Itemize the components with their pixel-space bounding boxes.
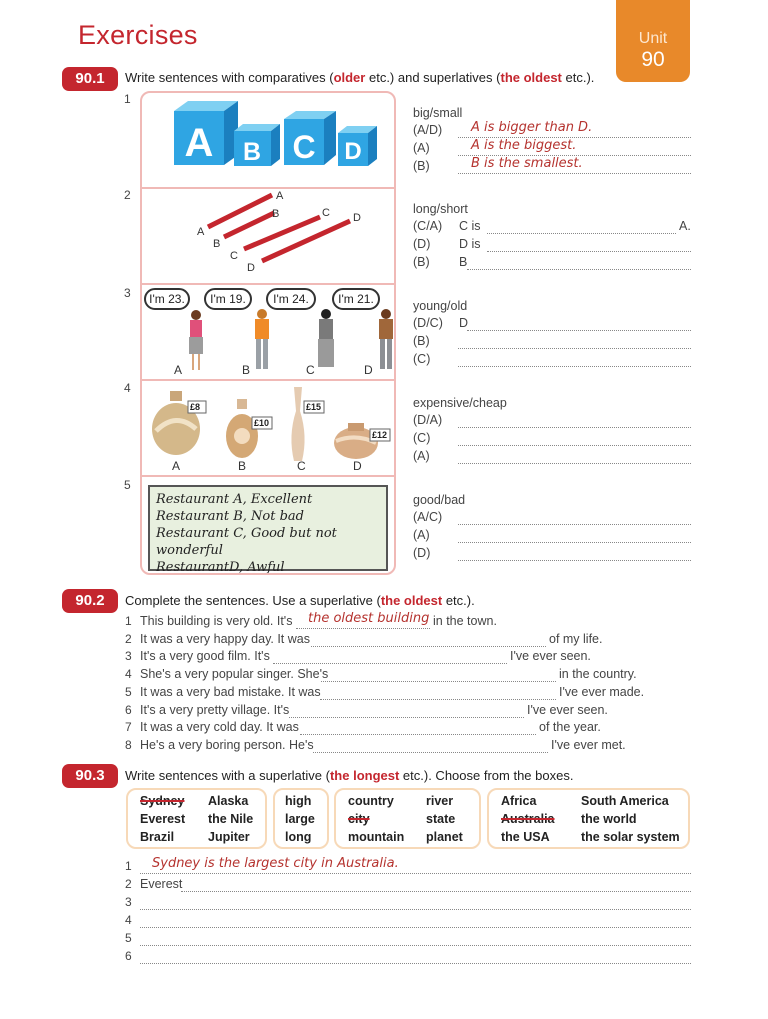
unit-label: Unit	[638, 30, 668, 47]
answer-prefix: C is	[459, 219, 481, 233]
answer-text: the oldest building	[308, 611, 430, 626]
sentence-start: It was a very cold day. It was	[140, 720, 299, 735]
picture-people	[142, 285, 394, 381]
sentence-number: 7	[125, 720, 132, 735]
group-heading: good/bad	[413, 493, 466, 507]
note-line: Restaurant B, Not bad	[156, 509, 304, 524]
answer-label: (C)	[413, 352, 431, 366]
price-tag: £15	[306, 402, 322, 412]
line-label: D	[247, 262, 255, 274]
speech-bubble: I'm 24.	[266, 288, 316, 310]
sentence-end: I've ever met.	[551, 737, 626, 752]
answer-line[interactable]	[458, 531, 691, 543]
group-heading: expensive/cheap	[413, 396, 507, 410]
sentence-start: It's a very good film. It's	[140, 649, 270, 664]
sentence-start: This building is very old. It's	[140, 614, 293, 628]
item-number: 5	[124, 478, 131, 492]
speech-bubble: I'm 21.	[332, 288, 380, 310]
person-label: A	[174, 363, 183, 377]
answer-label: (A/D)	[413, 123, 443, 137]
answer-label: (C)	[413, 431, 431, 445]
exercise-badge-90-2: 90.2	[62, 589, 118, 613]
exercise-instruction-90-3: Write sentences with a superlative (the longest etc.). Choose from the boxes.	[125, 768, 574, 783]
answer-label: (A)	[413, 141, 430, 155]
sentence-number: 3	[125, 649, 132, 664]
sentence-blank[interactable]	[313, 741, 548, 753]
line-label: C	[322, 207, 330, 219]
item-number: 1	[124, 92, 131, 106]
picture-panel	[140, 91, 396, 575]
word: country	[348, 794, 394, 808]
word: Alaska	[208, 794, 249, 808]
vase-label: B	[238, 459, 247, 473]
exercise-badge-90-3: 90.3	[62, 764, 118, 788]
note-card	[148, 485, 388, 575]
exercise-instruction-90-1: Write sentences with comparatives (older etc.) and superlatives (the oldest etc.).	[125, 70, 595, 85]
block-letter: B	[242, 138, 262, 166]
picture-lines	[142, 189, 394, 285]
sentence-end: in the town.	[433, 614, 497, 628]
word-box-adjectives	[273, 788, 329, 849]
word: the solar system	[581, 830, 680, 844]
answer-label: (D/A)	[413, 413, 443, 427]
answer-text: A is bigger than D.	[471, 120, 593, 135]
sentence-blank[interactable]	[321, 670, 556, 682]
answer-label: (A)	[413, 449, 430, 463]
answer-text: Sydney is the largest city in Australia.	[152, 856, 399, 871]
writing-line[interactable]	[140, 934, 691, 946]
picture-blocks	[142, 93, 394, 189]
answer-label: (B)	[413, 334, 430, 348]
picture-restaurant-note	[142, 477, 394, 575]
line-prefix: Everest	[140, 877, 183, 891]
sentence-end: I've ever seen.	[510, 649, 591, 664]
note-line: RestaurantD, Awful	[156, 560, 285, 575]
sentence-start: It was a very bad mistake. It was	[140, 684, 321, 699]
word: Brazil	[140, 830, 175, 844]
item-number: 2	[124, 188, 131, 202]
word-box-regions	[487, 788, 690, 849]
price-tag: £10	[254, 418, 270, 428]
answer-line[interactable]	[458, 452, 691, 464]
answer-text: B is the smallest.	[471, 156, 583, 171]
sentence-end: I've ever seen.	[527, 702, 608, 717]
unit-tab	[616, 0, 690, 82]
answer-line[interactable]	[458, 416, 691, 428]
person-label: C	[306, 363, 315, 377]
speech-bubble: I'm 19.	[204, 288, 252, 310]
answer-line[interactable]	[458, 337, 691, 349]
word: mountain	[348, 830, 405, 844]
vase-label: C	[297, 459, 306, 473]
line-label: A	[276, 190, 284, 202]
speech-bubble: I'm 23.	[144, 288, 190, 310]
answer-text: A is the biggest.	[471, 138, 577, 153]
vase-label: D	[353, 459, 362, 473]
word: river	[426, 794, 454, 808]
exercise-badge-90-1: 90.1	[62, 67, 118, 91]
sentence-end: in the country.	[559, 667, 637, 682]
word: Africa	[501, 794, 537, 808]
line-number: 5	[125, 931, 132, 945]
word: long	[285, 830, 312, 844]
answer-line[interactable]	[467, 258, 691, 270]
sentence-number: 8	[125, 737, 132, 752]
sentence-number: 6	[125, 702, 132, 717]
answer-suffix: A.	[679, 219, 691, 233]
person-label: D	[364, 363, 373, 377]
word-box-nouns	[334, 788, 481, 849]
answer-label: (C/A)	[413, 219, 443, 233]
sentence-end: I've ever made.	[559, 684, 645, 699]
line-label: B	[213, 238, 221, 250]
line-label: B	[272, 208, 280, 220]
answer-line[interactable]	[487, 222, 676, 234]
word: Sydney	[140, 794, 185, 808]
answer-label: (D/C)	[413, 316, 443, 330]
vase-label: A	[172, 459, 181, 473]
writing-line[interactable]	[140, 952, 691, 964]
block-letter: A	[184, 121, 214, 165]
word: Jupiter	[208, 830, 250, 844]
group-heading: big/small	[413, 106, 463, 120]
sentence-start: She's a very popular singer. She's	[140, 667, 329, 682]
unit-number: 90	[641, 48, 665, 71]
word: city	[348, 812, 370, 826]
block-letter: C	[292, 129, 316, 165]
word: Everest	[140, 812, 186, 826]
blocks-illustration	[142, 93, 394, 187]
answer-label: (A/C)	[413, 510, 443, 524]
answer-line[interactable]	[458, 513, 691, 525]
answer-line[interactable]	[458, 355, 691, 367]
word: high	[285, 794, 312, 808]
line-number: 3	[125, 895, 132, 909]
group-heading: young/old	[413, 299, 468, 313]
sentence-number: 2	[125, 631, 132, 646]
line-label: C	[230, 250, 238, 262]
writing-line[interactable]	[140, 916, 691, 928]
item-number: 4	[124, 381, 131, 395]
writing-line[interactable]	[181, 880, 691, 892]
price-tag: £12	[372, 430, 388, 440]
answer-line[interactable]	[487, 240, 691, 252]
sentence-start: It's a very pretty village. It's	[140, 702, 290, 717]
line-label: D	[353, 212, 361, 224]
answer-label: (D)	[413, 546, 431, 560]
price-tag: £8	[190, 402, 201, 412]
sentence-start: It was a very happy day. It was	[140, 631, 310, 646]
sentence-number: 1	[125, 614, 132, 628]
answer-line[interactable]	[458, 549, 691, 561]
sentence-number: 4	[125, 667, 132, 682]
sentence-blank[interactable]	[273, 652, 507, 664]
line-number: 6	[125, 949, 132, 963]
answer-prefix: D is	[459, 237, 481, 251]
word: the world	[581, 812, 637, 826]
sentence-end: of my life.	[549, 631, 603, 646]
sentence-blank[interactable]	[320, 688, 556, 700]
lines-illustration	[142, 189, 394, 283]
picture-vases	[142, 381, 394, 477]
word: Australia	[501, 812, 555, 826]
answer-label: (B)	[413, 159, 430, 173]
answer-label: (A)	[413, 528, 430, 542]
answer-line[interactable]	[467, 319, 691, 331]
line-number: 2	[125, 877, 132, 891]
note-line: Restaurant C, Good but not wonderful	[156, 526, 337, 558]
sentence-blank[interactable]	[311, 635, 546, 647]
exercise-instruction-90-2: Complete the sentences. Use a superlative (the oldest etc.).	[125, 593, 475, 608]
line-number: 1	[125, 859, 132, 873]
word: the Nile	[208, 812, 254, 826]
sentence-start: He's a very boring person. He's	[140, 737, 314, 752]
word: planet	[426, 830, 463, 844]
answer-line[interactable]	[458, 434, 691, 446]
word: the USA	[501, 830, 550, 844]
sentence-end: of the year.	[539, 720, 601, 735]
word-box-places	[126, 788, 267, 849]
answer-label: (D)	[413, 237, 431, 251]
person-label: B	[242, 363, 251, 377]
word: large	[285, 812, 315, 826]
sentence-number: 5	[125, 684, 132, 699]
answer-label: (B)	[413, 255, 430, 269]
sentence-blank[interactable]	[300, 723, 536, 735]
note-line: Restaurant A, Excellent	[156, 492, 313, 507]
writing-line[interactable]	[140, 898, 691, 910]
line-number: 4	[125, 913, 132, 927]
answer-prefix: B	[459, 255, 468, 269]
item-number: 3	[124, 286, 131, 300]
line-label: A	[197, 226, 205, 238]
group-heading: long/short	[413, 202, 468, 216]
block-letter: D	[344, 138, 362, 165]
page-title: Exercises	[78, 20, 198, 50]
word: state	[426, 812, 456, 826]
sentence-blank[interactable]	[289, 706, 524, 718]
word: South America	[581, 794, 669, 808]
answer-prefix: D	[459, 316, 469, 330]
